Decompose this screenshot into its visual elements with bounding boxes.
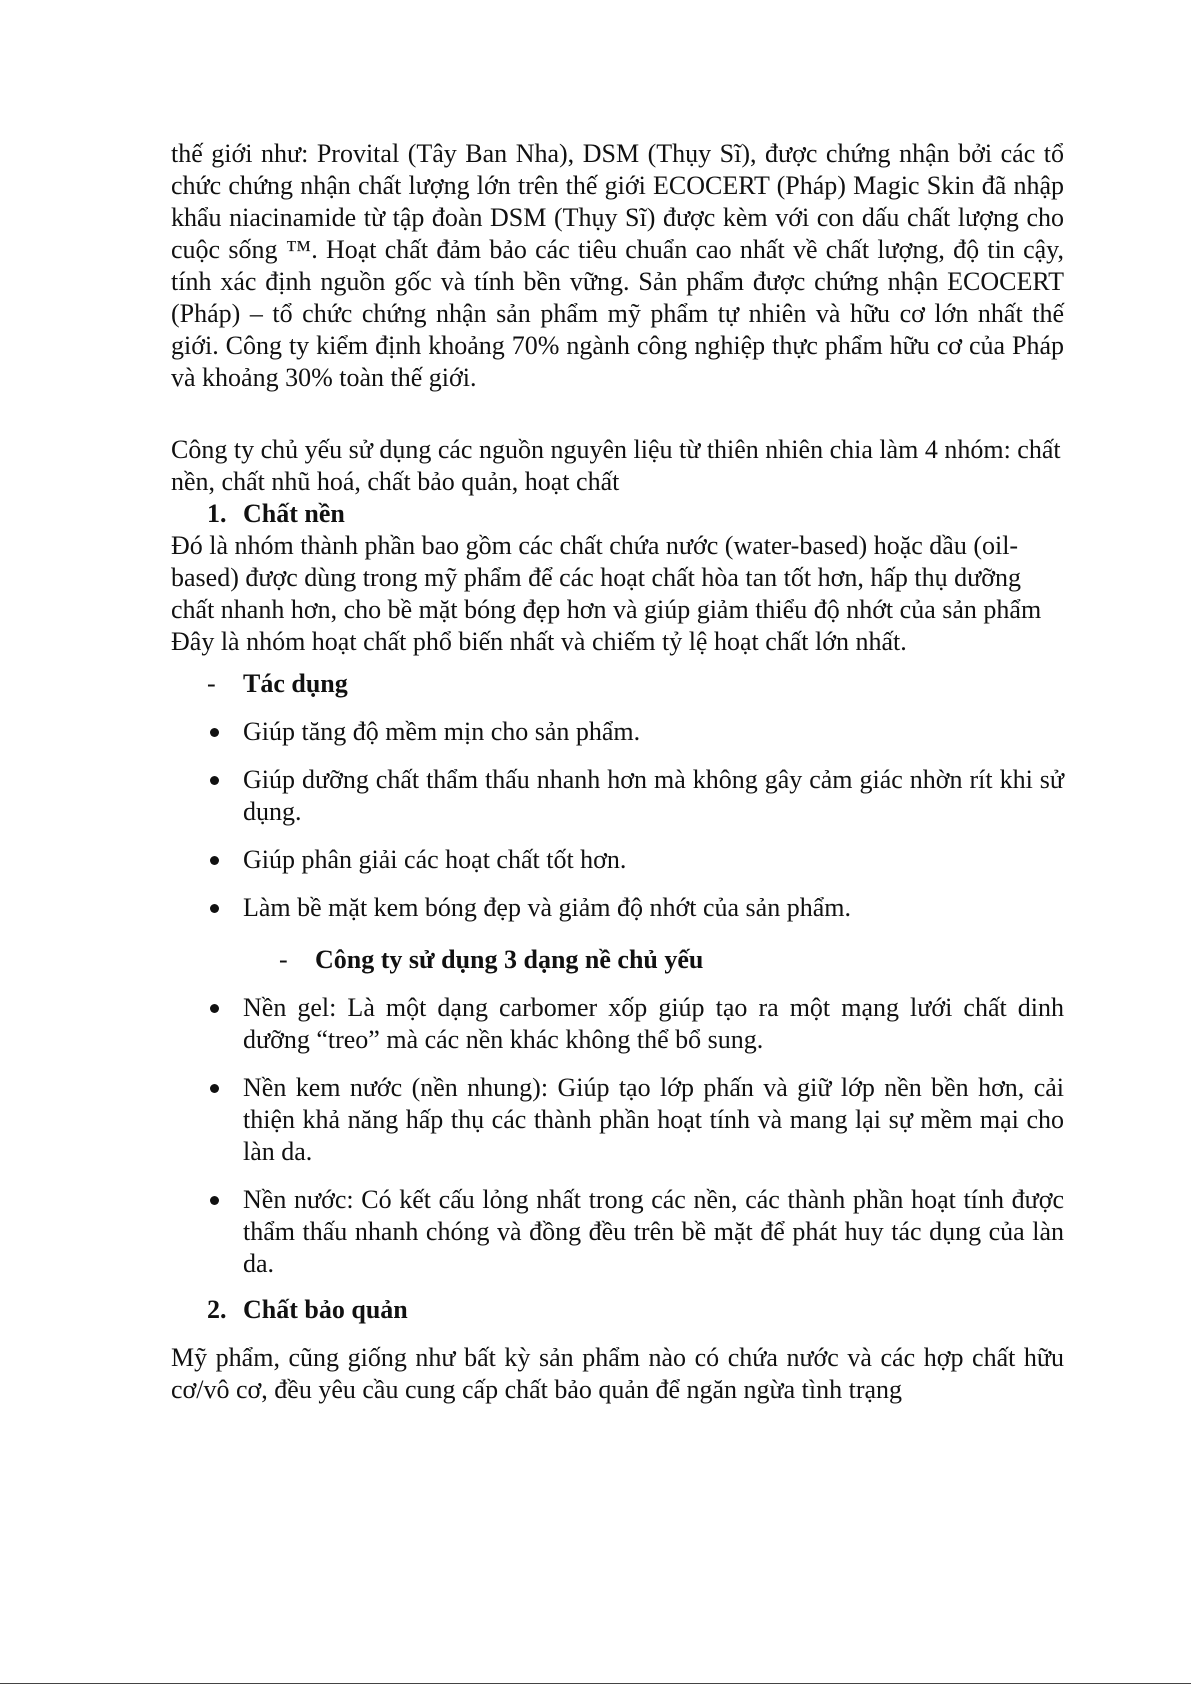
paragraph-base-description: Đó là nhóm thành phần bao gồm các chất chứa nước (water-based) hoặc dầu (oil-based) được dùng trong mỹ phẩm để các hoạt chất hòa tan tốt hơn, hấp thụ dưỡng chất nhanh hơn, cho bề mặt bóng đẹp hơn và giúp giảm thiểu độ nhớt của sản phẩm Đây là nhóm hoạt chất phổ biến nhất và chiếm tỷ lệ hoạt chất lớn nhất. (171, 531, 1042, 656)
heading-number: 1. (207, 499, 227, 528)
paragraph-ingredient-groups: Công ty chủ yếu sử dụng các nguồn nguyên liệu từ thiên nhiên chia làm 4 nhóm: chất nền, chất nhũ hoá, chất bảo quản, hoạt chất (171, 435, 1061, 496)
list-item: Giúp phân giải các hoạt chất tốt hơn. (171, 844, 1064, 876)
dash-marker: - (279, 945, 288, 974)
base-types-list (171, 992, 1064, 1280)
bullet-icon (171, 844, 243, 876)
bullet-icon (171, 716, 243, 748)
bullet-icon (171, 992, 243, 1056)
subheading-effects (171, 668, 1064, 700)
list-item: Làm bề mặt kem bóng đẹp và giảm độ nhớt của sản phẩm. (171, 892, 1064, 924)
effects-list (171, 716, 1064, 924)
list-item: Nền gel: Là một dạng carbomer xốp giúp tạo ra một mạng lưới chất dinh dưỡng “treo” mà các nền khác không thể bổ sung. (171, 992, 1064, 1056)
paragraph-certification: thế giới như: Provital (Tây Ban Nha), DSM (Thụy Sĩ), được chứng nhận bởi các tổ chức chứng nhận chất lượng lớn trên thế giới ECOCERT (Pháp) Magic Skin đã nhập khẩu niacinamide từ tập đoàn DSM (Thụy Sĩ) được kèm với con dấu chất lượng cho cuộc sống ™. Hoạt chất đảm bảo các tiêu chuẩn cao nhất về chất lượng, độ tin cậy, tính xác định nguồn gốc và tính bền vững. Sản phẩm được chứng nhận ECOCERT (Pháp) – tổ chức chứng nhận sản phẩm mỹ phẩm tự nhiên và hữu cơ lớn nhất thế giới. Công ty kiểm định khoảng 70% ngành công nghiệp thực phẩm hữu cơ của Pháp và khoảng 30% toàn thế giới. (171, 139, 1064, 392)
heading-section-2 (171, 1294, 1064, 1326)
page-bottom-divider (0, 1683, 1191, 1684)
heading-text: Chất bảo quản (243, 1295, 408, 1324)
bullet-icon (171, 892, 243, 924)
bullet-icon (171, 764, 243, 828)
bullet-icon (171, 1072, 243, 1168)
heading-section-1 (171, 498, 1064, 530)
subheading-text: Công ty sử dụng 3 dạng nề chủ yếu (315, 945, 704, 974)
list-item: Giúp dưỡng chất thẩm thấu nhanh hơn mà không gây cảm giác nhờn rít khi sử dụng. (171, 764, 1064, 828)
heading-number: 2. (207, 1295, 227, 1324)
paragraph-preservatives: Mỹ phẩm, cũng giống như bất kỳ sản phẩm nào có chứa nước và các hợp chất hữu cơ/vô cơ, đều yêu cầu cung cấp chất bảo quản để ngăn ngừa tình trạng (171, 1343, 1064, 1404)
dash-marker: - (207, 669, 216, 698)
subheading-text: Tác dụng (243, 669, 348, 698)
subheading-base-types (171, 944, 1064, 976)
list-item: Giúp tăng độ mềm mịn cho sản phẩm. (171, 716, 1064, 748)
list-item: Nền nước: Có kết cấu lỏng nhất trong các nền, các thành phần hoạt tính được thẩm thấu nhanh chóng và đồng đều trên bề mặt để phát huy tác dụng của làn da. (171, 1184, 1064, 1280)
heading-text: Chất nền (243, 499, 345, 528)
bullet-icon (171, 1184, 243, 1280)
list-item: Nền kem nước (nền nhung): Giúp tạo lớp phấn và giữ lớp nền bền hơn, cải thiện khả năng hấp thụ các thành phần hoạt tính và mang lại sự mềm mại cho làn da. (171, 1072, 1064, 1168)
document-page (171, 138, 1064, 1406)
